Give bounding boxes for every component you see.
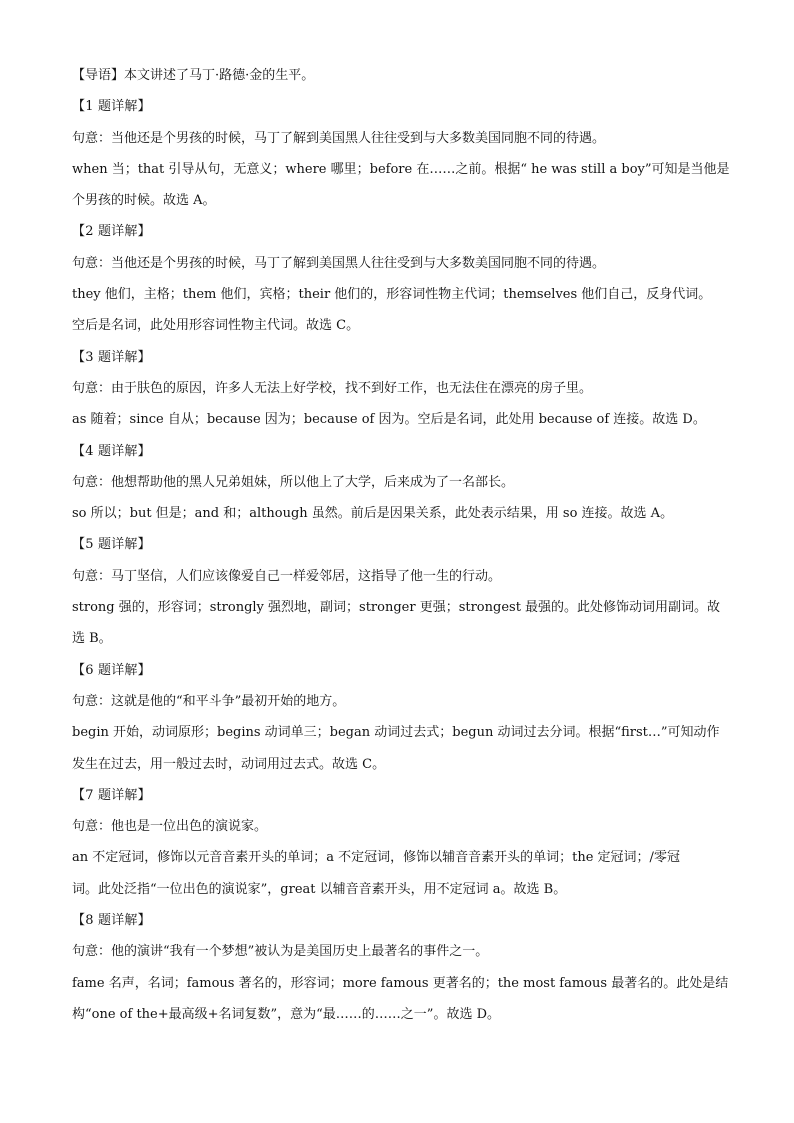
body-line: 选 B。 xyxy=(72,631,112,647)
body-line: strong 强的，形容词；strongly 强烈地，副词；stronger 更强；strongest 最强的。此处修饰动词用副词。故 xyxy=(72,600,721,616)
body-line: 句意：这就是他的“和平斗争”最初开始的地方。 xyxy=(72,693,346,709)
section-heading: 【6 题详解】 xyxy=(72,662,151,678)
answer-section-6 xyxy=(72,655,722,780)
body-line: 发生在过去，用一般过去时，动词用过去式。故选 C。 xyxy=(72,756,386,772)
section-heading: 【3 题详解】 xyxy=(72,349,151,365)
answer-section-1 xyxy=(72,91,730,216)
section-heading: 【4 题详解】 xyxy=(72,443,151,459)
document-body xyxy=(72,60,730,1030)
body-line: 个男孩的时候。故选 A。 xyxy=(72,193,216,209)
body-line: 句意：马丁坚信，人们应该像爱自己一样爱邻居，这指导了他一生的行动。 xyxy=(72,568,502,584)
body-line: 句意：他想帮助他的黑人兄弟姐妹，所以他上了大学，后来成为了一名部长。 xyxy=(72,474,515,490)
answer-section-5 xyxy=(72,529,722,654)
body-line: 句意：由于肤色的原因，许多人无法上好学校，找不到好工作，也无法住在漂亮的房子里。 xyxy=(72,380,593,396)
body-line: begin 开始，动词原形；begins 动词单三；began 动词过去式；begun 动词过去分词。根据“first…”可知动作 xyxy=(72,725,720,741)
section-heading: 【1 题详解】 xyxy=(72,99,151,115)
body-line: 句意：当他还是个男孩的时候，马丁了解到美国黑人往往受到与大多数美国同胞不同的待遇。 xyxy=(72,130,606,146)
section-heading: 【7 题详解】 xyxy=(72,787,151,803)
answer-section-2 xyxy=(72,216,722,341)
body-line: 句意：他的演讲“我有一个梦想”被认为是美国历史上最著名的事件之一。 xyxy=(72,944,489,960)
section-heading: 【8 题详解】 xyxy=(72,913,151,929)
answer-section-3 xyxy=(72,342,722,436)
body-line: fame 名声，名词；famous 著名的，形容词；more famous 更著名的；the most famous 最著名的。此处是结 xyxy=(72,975,729,991)
section-heading: 【5 题详解】 xyxy=(72,537,151,553)
body-line: 句意：他也是一位出色的演说家。 xyxy=(72,819,268,835)
body-line: 空后是名词，此处用形容词性物主代词。故选 C。 xyxy=(72,318,360,334)
section-heading: 【2 题详解】 xyxy=(72,224,151,240)
body-line: 词。此处泛指“一位出色的演说家”，great 以辅音音素开头，用不定冠词 a。故选 B。 xyxy=(72,881,567,897)
body-line: an 不定冠词，修饰以元音音素开头的单词；a 不定冠词，修饰以辅音音素开头的单词；the 定冠词；/零冠 xyxy=(72,850,680,866)
body-line: when 当；that 引导从句，无意义；where 哪里；before 在……之前。根据“ he was still a boy”可知是当他是 xyxy=(72,161,730,177)
body-line: 构“one of the+最高级+名词复数”，意为“最……的……之一”。故选 D。 xyxy=(72,1006,501,1022)
body-line: as 随着；since 自从；because 因为；because of 因为。空后是名词，此处用 because of 连接。故选 D。 xyxy=(72,412,706,428)
answer-section-7 xyxy=(72,780,722,905)
intro-line: 【导语】本文讲述了马丁·路德·金的生平。 xyxy=(72,68,315,83)
answer-section-8 xyxy=(72,905,729,1030)
body-line: 句意：当他还是个男孩的时候，马丁了解到美国黑人往往受到与大多数美国同胞不同的待遇。 xyxy=(72,255,606,271)
body-line: they 他们，主格；them 他们，宾格；their 他们的，形容词性物主代词；themselves 他们自己，反身代词。 xyxy=(72,287,712,303)
answer-section-4 xyxy=(72,436,722,530)
body-line: so 所以；but 但是；and 和；although 虽然。前后是因果关系，此处表示结果，用 so 连接。故选 A。 xyxy=(72,506,674,522)
